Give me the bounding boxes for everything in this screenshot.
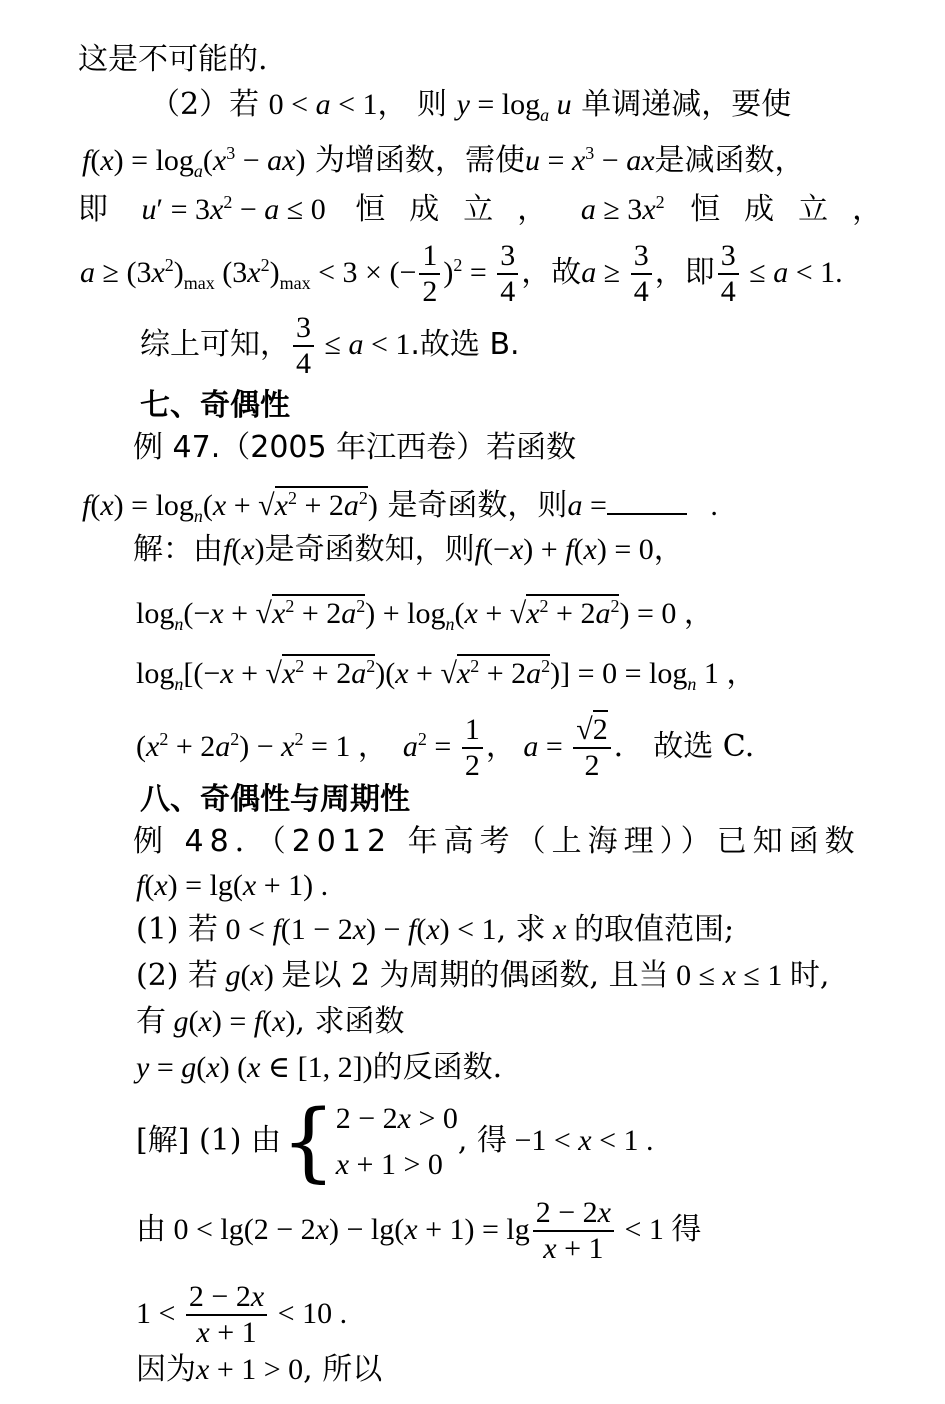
line-6: 综上可知， $\frac{3}{4}$ ≤ a < 1.故选 B.: [140, 311, 520, 380]
answer-blank: [607, 487, 687, 515]
line-1: 这是不可能的.: [78, 42, 268, 77]
heading-parity-periodicity: 八、奇偶性与周期性: [140, 782, 410, 817]
line-2: （2）若 0 < a < 1， 则 $y = \log_a u$ 单调递减，要使: [150, 87, 792, 125]
solution-4: 因为x + 1 > 0, 所以: [136, 1352, 383, 1387]
solution-2: 由 0 < lg(2 − 2x) − lg(x + 1) = lg $\frac{2 - 2x}{x + 1}$ < 1 得: [136, 1196, 702, 1265]
line-5: $a \ge (3x^2)_{max}$ $(3x^2)_{max} < 3$ × (− $\frac{1}{2}$ )$^2$ = $\frac{3}{4}$ ，故a ≥ $\frac{3}{4}$ ，即 $\frac{3}{4}$ ≤ a < 1.: [80, 239, 843, 308]
example-48-title: 例 48．（2012 年高考（上海理））已知函数: [133, 824, 861, 859]
line-9: 解：由f(x)是奇函数知，则f(−x) + f(x) = 0，: [133, 532, 684, 567]
question-2: (2) 若 g(x) 是以 2 为周期的偶函数, 且当 0 ≤ x ≤ 1 时,: [136, 958, 830, 993]
heading-parity: 七、奇偶性: [140, 388, 290, 423]
question-2-cont: 有 g(x) = f(x), 求函数: [136, 1004, 405, 1039]
line-8: $f(x) = \log_n(x + √x^2 + 2a^2)$ 是奇函数，则a = .: [82, 488, 718, 526]
line-12: $(x^2 + 2a^2) - x^2 = 1$ ， $a^2$ = $\frac{1}{2}$ ， a = $\frac{√2}{2}$ ． 故选 C.: [136, 702, 754, 776]
line-f-def: f(x) = lg(x + 1) .: [136, 869, 329, 902]
question-1: (1) 若 0 < f(1 − 2x) − f(x) < 1, 求 x 的取值范围;: [136, 912, 735, 947]
solution-1: [解] (1) 由{ 2 − 2x > 0 x + 1 > 0 , 得 −1 < x < 1 .: [136, 1092, 654, 1192]
line-3: $f(x) = \log_a(x^3 - ax)$ 为增函数，需使$u = x^3$ − ax是减函数，: [82, 143, 805, 181]
line-4: 即 $u' = 3x^2 - a \le 0$ 恒成立， $a \ge 3x^2$ 恒成立，: [78, 192, 907, 227]
question-2-end: y = g(x) (x ∈ [1, 2])的反函数.: [136, 1050, 503, 1085]
line-11: $\log_n[(-x + √x^2 + 2a^2)(x + √x^2 + 2a^2)] = 0 = \log_n 1$ ，: [136, 656, 757, 694]
example-47-title: 例 47.（2005 年江西卷）若函数: [133, 430, 577, 465]
line-10: $\log_n(-x + √x^2 + 2a^2) + \log_n(x + √x^2 + 2a^2) = 0$ ，: [136, 596, 714, 634]
solution-3: 1 < $\frac{2 - 2x}{x + 1}$ < 10 .: [136, 1280, 348, 1349]
